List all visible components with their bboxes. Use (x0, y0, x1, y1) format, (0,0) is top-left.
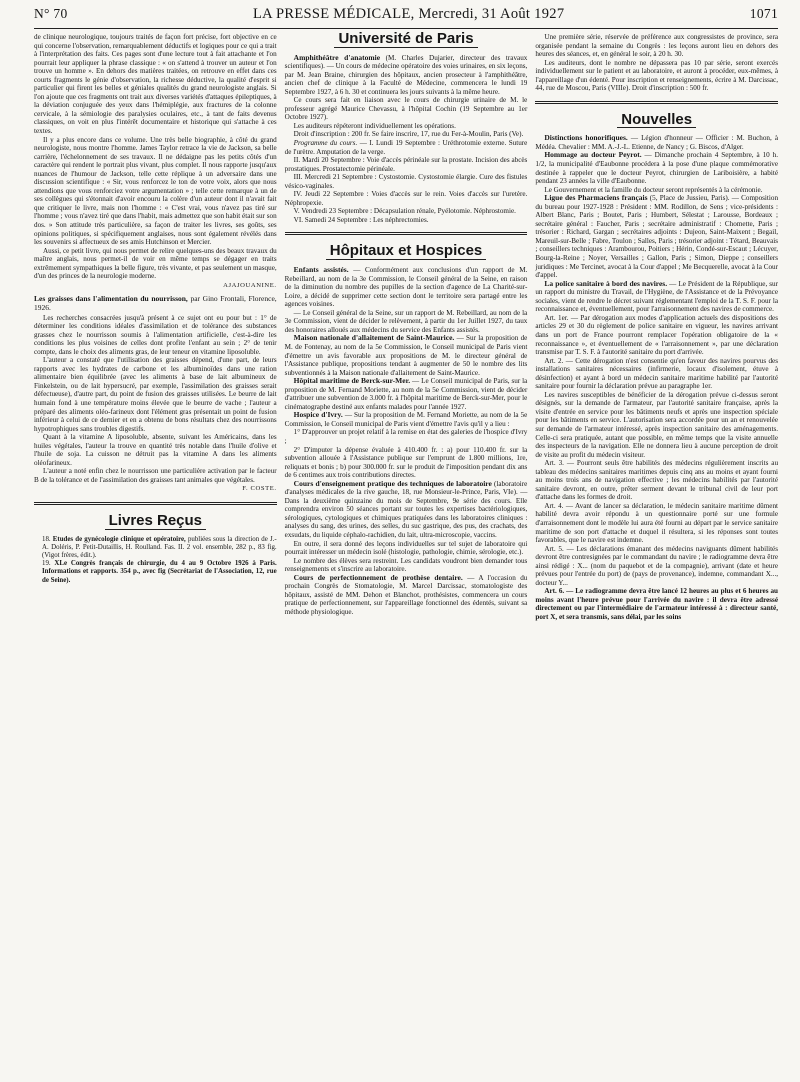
paragraph: Une première série, réservée de préférence aux congressistes de province, sera organisée pendant la semaine du Congrès : les leçons auront lieu en dehors des heures des séances, et, en général le soir, à 20 h. 30. (535, 33, 779, 59)
paragraph: 1° D'approuver un projet relatif à la remise en état des galeries de l'hospice d'Ivry ; (284, 428, 528, 445)
program-line: IV. Jeudi 22 Septembre : Voies d'accès sur le rein. Voies d'accès sur l'uretère. Néphropexie. (284, 190, 528, 207)
column-1 (34, 33, 277, 622)
column-2 (284, 30, 528, 622)
program-line: II. Mardi 20 Septembre : Voie d'accès périnéale sur la prostate. Incision des abcès prostatiques. Prostatectomie périnéale. (284, 156, 528, 173)
books-list (34, 536, 277, 585)
paragraph: Il y a plus encore dans ce volume. Une très belle biographie, à côté du grand neurologiste, nous montre l'homme. James Taylor retrace la vie de Jackson, sa belle carrière, l'échelonnement de ses travaux. Il ne dédaigne pas les petits côtés d'un caractère qui rendent le portrait plus vivant, plus complet. Il nous rapporte jusqu'aux nuances de l'humour de Jackson, telle cette réplique à un adversaire dans une discussion scientifique : « Sir, vous renforcez le ton de votre voix, alors que nous attendions que vous renforciez votre argumentation » ; telle cette remarque à un de ses collègues qui s'étonnait d'avoir encouru la colère d'un auteur dont il n'avait fait que critiquer le livre, mais non l'homme : « C'est vrai, vous n'avez pas tiré sur l'homme ; vous n'avez tiré que dans l'habit, mais admettez que son habit était sur son dos. » Son attitude très particulière, sa façon de traiter les livres, ses goûts, ses opinions politiques, si spécifiquement anglaises, nous sont également révélés dans les souvenirs si affectueux de ses amis Hutchinson et Mercier. (34, 135, 277, 247)
signature: F. COSTE. (242, 485, 277, 493)
program-label: Programme du cours. (293, 139, 358, 148)
item-title: Cours d'enseignement pratique des techniques de laboratoire (293, 478, 492, 488)
item-title: Enfants assistés. (293, 265, 349, 275)
paragraph: Les auditeurs répéteront individuellement les opérations. (293, 121, 456, 130)
section-heading-hopitaux (285, 242, 528, 260)
paragraph: L'auteur a constaté que l'utilisation des graisses dépend, d'une part, de leurs rapports avec les hydrates de carbone et les albuminoïdes dans une ration alimentaire bien équilibrée (avec les aliments à base de lait albumineux de Finkelstein, ou de lait hypersucré, par exemple, l'assimilation des graisses serait défectueuse), d'autre part, du point de fusion des graisses utilisées. Le beurre de lait humain fond à une température moins élevée que le beurre de vache ; l'auteur a préparé des aliments oléo-farineux dont l'élément gras présentait un point de fusion inférieur à celui de ce dernier et en a obtenu de bons résultats chez des nourrissons hypotrophiques sans troubles digestifs. (34, 356, 277, 433)
section-heading-text: Hôpitaux et Hospices (326, 247, 487, 260)
issue-number: N° 70 (34, 6, 68, 21)
column-3 (535, 33, 778, 622)
item-title: Maison nationale d'allaitement de Saint-Maurice. (293, 333, 455, 343)
program-line: VI. Samedi 24 Septembre : Les néphrectomies. (293, 215, 429, 224)
item-text: — Le Président de la République, sur un rapport du ministre du Travail, de l'Hygiène, de l'Assistance et de la Prévoyance sociales, vient de rendre le décret suivant réglementant l'emploi de la T. S. F. pour la reconnaissance et, éventuellement, pour l'arraisonnement des navires de commerce. (535, 279, 779, 314)
article: Art. 6. — Le radiogramme devra être lancé 12 heures au plus et 6 heures au moins avant l'heure prévue pour l'arrivée du navire : il devra être adressé directement ou par l'intermédiaire de l'armateur intéressé à : directeur santé, port X, et sera transmis, sans délai, par les soins (535, 587, 779, 621)
item-text: — Le Conseil municipal de Paris, sur la proposition de M. Fernand Moriette, au nom de la 5e Commission, vient de décider d'attribuer une subvention de 3.000 fr. à l'hôpital maritime de Berck-sur-Mer, pour le cinématographe destiné aux enfants malades pour l'année 1927. (284, 377, 528, 411)
item-title: Hommage au docteur Peyrot. (544, 150, 642, 160)
review-title (34, 295, 277, 312)
item-text: — Sur la proposition de M. Fernand Moriette, au nom de la 5e Commission, le Conseil municipal de Paris vient d'émettre l'avis qu'il y a lieu : (284, 411, 528, 428)
section-heading-universite (285, 30, 528, 48)
article: Art. 4. — Avant de lancer sa déclaration, le médecin sanitaire maritime dûment habilité devra avoir répondu à un questionnaire porté sur une formule d'arraisonnement dont le modèle lui aura été fourni au départ par le service sanitaire maritime de son port d'attache et duquel il résultera, si les réponses sont toutes favorables, que le navire est indemne. (535, 501, 779, 545)
review-title-author: par Gino Frontali, Florence, 1926. (34, 294, 277, 312)
item-text: (5, Place de Jussieu, Paris). — Composition du bureau pour 1927-1928 : Président : MM. Rodillon, de Sens ; vice-présidents : Albert Blanc, Paris ; Boutet, Paris ; Humbert, Sélestat ; Larousse, Bordeaux ; secrétaire général : Faucher, Paris ; secrétaire administratif : Chomette, Paris ; trésorier : Richard, Gargan ; secrétaires adjoints : Dujeon, Saint-Maixent ; Begail, Mareuil-sur-Belle ; Fabre, Toulon ; Salles, Paris ; trésorier adjoint : Tétard, Beauvais ; conseillers techniques : Arambourou, Poitiers ; Hérin, Condé-sur-Escaut ; Lécuyer, Bourg-la-Reine ; Noyer, Versailles ; Gallon, Paris ; Simon, Dieppe ; conseillers juridiques : Me Tercinet, avocat à la Cour d'appel ; Me Becquerelle, avocat à la Cour d'appel. (535, 194, 779, 280)
book-details: publiées sous la direction de J.-A. Doléris, P. Petit-Dutaillis, H. Roulland. Fas. II. 2 vol. ensemble, 282 p., 83 fig. (Vigot frères, édit.). (42, 535, 277, 559)
section-heading-text: Nouvelles (617, 116, 696, 129)
section-heading-text: Université de Paris (334, 35, 477, 48)
paragraph: Le nombre des élèves sera restreint. Les candidats voudront bien demander tous renseignements et s'inscrire au laboratoire. (284, 556, 528, 574)
section-heading-text: Livres Reçus (105, 517, 206, 530)
section-heading-nouvelles (535, 110, 778, 129)
paragraph: 2° D'imputer la dépense évaluée à 410.400 fr. : a) pour 110.400 fr. sur la subvention allouée à l'Assistance publique sur l'emprunt de 1.800 millions, 1re, reliquats et bonis ; b) pour 300.000 fr. sur le produit de l'imposition pendant dix ans de 6 centimes aux trois contributions directes. (284, 445, 528, 480)
divider (285, 232, 528, 235)
paragraph: Ce cours sera fait en liaison avec le cours de chirurgie urinaire de M. le professeur agrégé Maurice Chevassu, à l'hôpital Cochin (19 Septembre au 1er Octobre 1927). (284, 96, 528, 122)
book-title: XLe Congrès français de chirurgie, du 4 au 9 Octobre 1926 à Paris. Informations et rapports. 354 p., avec fig (Secrétariat de l'Association, 12, rue de Seine). (42, 560, 277, 584)
paragraph: — Le Conseil général de la Seine, sur un rapport de M. Rebeillard, au nom de la 3e Commission, vient de décider le relèvement, à partir du 1er Juillet 1927, du taux des honoraires alloués aux médecins du service des Enfants assistés. (284, 308, 528, 334)
paragraph: En outre, il sera donné des leçons individuelles sur tel sujet de laboratoire qui pourrait intéresser un médecin isolé (histologie, pathologie, chimie, sérologie, etc.). (284, 539, 528, 557)
divider (535, 101, 778, 104)
item-text: — A l'occasion du prochain Congrès de Stomatologie, M. Marcel Darcissac, stomatologiste des hôpitaux, assisté de MM. Dehon et Blanchot, prothésistes, commencera un cours pratique de perfectionnement, sur l'appareillage fonctionnel des édentés, suivant sa méthode physiologique. (284, 573, 528, 616)
book-number: 19. (42, 560, 51, 568)
book-title: Etudes de gynécologie clinique et opératoire, (52, 535, 186, 543)
paragraph: Les recherches consacrées jusqu'à présent à ce sujet ont eu pour but : 1° de déterminer les conditions idéales d'assimilation et de tolérance des substances grasses chez le nourrisson soumis à l'alimentation artificielle, c'est-à-dire les conditions les plus voisines de celles dont profite l'enfant au sein ; 2° de tenir compte, dans le choix des aliments gras, de leur teneur en vitamine liposoluble. (34, 313, 277, 356)
article: Art. 1er. — Par dérogation aux modes d'application actuels des dispositions des articles 29 et 30 du règlement de police sanitaire en vigueur, les navires arrivant dans un port de France pourront remplacer l'opération obligatoire de la « reconnaissance », et éventuellement de « l'arraisonnement », par une déclaration transmise par T. S. F. à l'autorité sanitaire du port d'arrivée. (535, 313, 779, 357)
item-title: Cours de perfectionnement de prothèse dentaire. (293, 572, 463, 582)
item-text: (M. Charles Dujarier, directeur des travaux scientifiques). — Un cours de médecine opératoire des voies urinaires, en six leçons, par M. Jean Braine, chirurgien des hôpitaux, ancien prosecteur à l'amphithéâtre, ancien chef de clinique à la Faculté de Médecine, commencera le lundi 19 Septembre 1927, à 6 h. 30 et continuera les jours suivants à la même heure. (284, 53, 528, 96)
item-text: (laboratoire d'analyses médicales de la rive gauche, 18, rue Monsieur-le-Prince, Paris, VIe). — Dans la deuxième quinzaine du mois de Septembre, 9e série des cours. Elle comprendra environ 50 séances portant sur toutes les expertises bactériologiques, sérologiques, cytologiques et chimiques pratiquées dans les laboratoires cliniques : analyses du sang, des urines, des selles, du suc gastrique, des pus, des crachats, des exsudats, du liquide céphalo-rachidien, du lait, ultra-microscopie, vaccins. (284, 479, 528, 539)
item-title: Amphithéâtre d'anatomie (293, 52, 381, 62)
item-title: Ligue des Pharmaciens français (544, 193, 648, 203)
item-title: La police sanitaire à bord des navires. (544, 278, 668, 288)
item-text: — Conformément aux conclusions d'un rapport de M. Rebeillard, au nom de la 3e Commission, le Conseil général de la Seine, en raison de la diminution du nombre des pupilles de la section d'agence de La Charité-sur-Loire, a décidé de supprimer cette section dont le territoire sera partagé entre les agences voisines. (284, 266, 528, 309)
paragraph: de clinique neurologique, toujours traités de façon fort précise, fort objective en ce qui concerne l'observation, remarquablement déductifs et logiques pour ce qui a trait à l'interprétation des faits. Ces pages sont d'une lecture tout à fait attachante et l'on pourrait leur appliquer la phrase classique : « on s'attend à trouver un auteur et l'on trouve un homme ». En dehors des matières traitées, on retrouve en effet dans ces courts fragments le génie d'observation, la richesse déductive, la qualité d'esprit si particulier qui firent les belles et géniales qualités du grand neurologiste anglais. Si l'on ajoute que ces fragments ont trait aux diverses variétés d'attaques épileptiques, à la déviation conjuguée des yeux dans l'hémiplégie, aux fractures de la colonne cervicale, à la sémiologie des paralysies oculaires, etc., à tant de faits devenus classiques, on voit en plus l'intérêt documentaire et historique qui s'attache à ces textes. (34, 33, 277, 136)
item-text: — Dimanche prochain 4 Septembre, à 10 h. 1/2, la municipalité d'Eaubonne procédera à la pose d'une plaque commémorative destinée à rappeler que le docteur Peyrot, chirurgien de Lariboisière, a habité pendant 23 années la ville d'Eaubonne. (535, 151, 779, 186)
program-line: — I. Lundi 19 Septembre : Uréthrotomie externe. Suture de l'urètre. Amputation de la verge. (284, 139, 528, 156)
book-number: 18. (42, 535, 51, 543)
item-text: — Sur la proposition de M. de Fontenay, au nom de la 5e Commission, le Conseil municipal de Paris vient d'émettre un avis favorable aux propositions de M. le directeur général de l'Assistance publique, propositions tendant à augmenter de 50 le nombre des lits subventionnés à la Maison nationale d'allaitement de Saint-Maurice. (284, 334, 528, 377)
columns (34, 30, 779, 622)
item-text: — Légion d'honneur — Officier : M. Buchon, à Médéa. Chevalier : MM. A.-J.-L. Etienne, de Nancy ; G. Biscos, d'Alger. (535, 134, 779, 151)
item-title: Distinctions honorifiques. (544, 133, 628, 143)
review-title-main: Les graisses dans l'alimentation du nourrisson, (34, 294, 188, 304)
article: Art. 3. — Pourront seuls être habilités des médecins régulièrement inscrits au tableau des médecins sanitaires maritimes depuis cinq ans au moins et ayant fourni au moins trois ans de navigation effective ; les médecins habilités par l'autorité sanitaire devront, en outre, prêter serment devant le tribunal civil de leur port d'attache dans les formes de droit. (535, 459, 779, 502)
paragraph: L'auteur a noté enfin chez le nourrisson une particulière activation par le facteur B de la tolérance et de l'assimilation des graisses tant animales que végétales. (34, 467, 277, 484)
paragraph: Les navires susceptibles de bénéficier de la dérogation prévue ci-dessus seront désignés, sur la demande de l'armateur, par l'autorité sanitaire française, après la visite d'entrée en service pour les bâtiments neufs et après une inspection spéciale pour les bâtiments en service. L'autorisation sera accordée pour un an et renouvelée sur demande de l'armateur intéressé, après inspection sanitaire des aménagements. Celle-ci sera pratiquée, autant que possible, en même temps que la visite annuelle des inspecteurs de la navigation. Elle ne donnera lieu à aucune perception de droit de visite au profit du médecin visiteur. (535, 390, 779, 459)
page-header (34, 6, 778, 29)
paragraph: Droit d'inscription : 200 fr. Se faire inscrire, 17, rue du Fer-à-Moulin, Paris (Ve). (293, 130, 524, 139)
book-entry (34, 560, 277, 585)
paragraph: Aussi, ce petit livre, qui nous permet de relire quelques-uns des beaux travaux du maître anglais, nous permet-il de voir en même temps se dégager en traits extrêmement sympathiques la belle figure, très vivante, et pas seulement un masque, d'un des princes de la neurologie moderne. (34, 246, 277, 281)
article: Art. 2. — Cette dérogation n'est consentie qu'en faveur des navires pourvus des installations sanitaires nécessaires (infirmerie, locaux d'isolement, étuve à désinfection) et ayant à bord un médecin sanitaire maritime habilité par l'autorité sanitaire pour fournir la déclaration prévue au paragraphe 1er. (535, 356, 779, 391)
section-heading-livres (34, 511, 277, 530)
item-title: Hôpital maritime de Berck-sur-Mer. (293, 376, 411, 386)
paragraph: Le Gouvernement et la famille du docteur seront représentés à la cérémonie. (544, 185, 763, 194)
signature: AJAJOUANINE. (223, 281, 277, 289)
program-line: V. Vendredi 23 Septembre : Décapsulation rénale, Pyélotomie. Néphrostomie. (293, 207, 516, 216)
program-line: III. Mercredi 21 Septembre : Cystostomie. Cystostomie élargie. Cure des fistules vésico-vaginales. (284, 173, 528, 190)
page-number: 1071 (749, 6, 778, 21)
paragraph: Quant à la vitamine A liposoluble, absente, suivant les Américains, dans les huiles végétales, l'auteur la trouve en quantité très notable dans l'huile d'olive et l'huile de soja. La cuisson ne détruit pas la vitamine A dans les aliments oléofarineux. (34, 433, 277, 467)
masthead-title: LA PRESSE MÉDICALE, Mercredi, 31 Août 1927 (252, 6, 565, 22)
divider (34, 502, 277, 505)
article: Art. 5. — Les déclarations émanant des médecins naviguants dûment habilités devront être contresignées par le commandant du navire ; le radiogramme devra être ainsi rédigé : X... (nom du paquebot et de la compagnie), arrivant (date et heure prévues pour l'entrée du port) de (pays de provenance), indemne, commandant X..., docteur Y... (535, 544, 779, 587)
book-entry (34, 536, 277, 561)
item-title: Hospice d'Ivry. (293, 410, 343, 420)
paragraph: Les auditeurs, dont le nombre ne dépassera pas 10 par série, seront exercés individuellement sur le patient et au laboratoire, et auront à procéder, eux-mêmes, à l'appareillage d'un édenté. Pour inscription et renseignements, écrire à M. Darcissac, 44, rue de Moscou, Paris (VIIIe). Droit d'inscription : 500 fr. (535, 58, 779, 93)
